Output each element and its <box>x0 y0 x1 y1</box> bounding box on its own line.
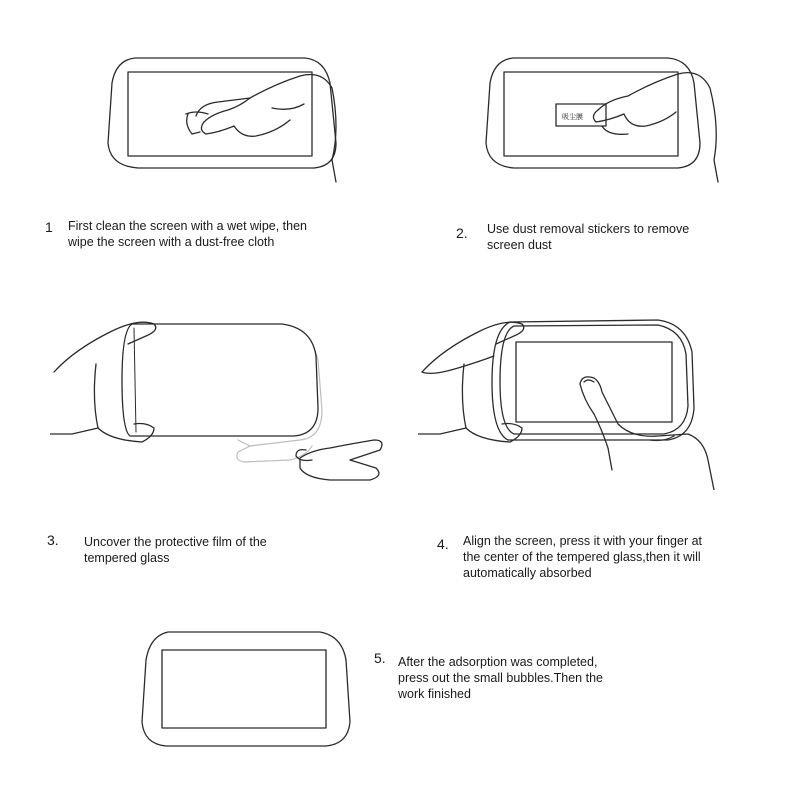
step-1-number: 1 <box>45 219 53 235</box>
sticker-label: 吸尘膜 <box>562 113 583 121</box>
step-4-text <box>463 533 702 581</box>
tempered-glass <box>122 324 318 436</box>
device-screen <box>162 650 326 728</box>
step-5-line-3: work finished <box>398 687 471 701</box>
step-2-line-1: Use dust removal stickers to remove <box>487 222 690 236</box>
step-3-line-2: tempered glass <box>84 551 170 565</box>
step-5-number: 5. <box>374 650 386 666</box>
step-2-text <box>487 221 689 253</box>
step-5-illustration <box>134 628 358 752</box>
step-1-line-2: wipe the screen with a dust-free cloth <box>68 235 275 249</box>
step-3-illustration <box>50 300 390 490</box>
device-outline <box>108 58 336 168</box>
step-3-text <box>84 534 267 566</box>
step-5-line-2: press out the small bubbles.Then the <box>398 671 603 685</box>
step-4-line-1: Align the screen, press it with your finger at <box>463 534 703 548</box>
step-1-text <box>68 218 307 250</box>
step-2-illustration <box>478 48 738 188</box>
step-4-line-2: the center of the tempered glass,then it will <box>463 550 701 564</box>
step-2-number: 2. <box>456 225 468 241</box>
step-5-line-1: After the adsorption was completed, <box>398 655 598 669</box>
step-3-number: 3. <box>47 532 59 548</box>
step-1-line-1: First clean the screen with a wet wipe, then <box>68 219 308 233</box>
step-4-number: 4. <box>437 536 449 552</box>
step-5-text <box>398 654 603 702</box>
device-screen <box>128 72 312 156</box>
step-4-line-3: automatically absorbed <box>463 566 592 580</box>
step-3-line-1: Uncover the protective film of the <box>84 535 267 549</box>
step-4-illustration <box>418 300 758 490</box>
step-2-line-2: screen dust <box>487 238 552 252</box>
step-1-illustration <box>100 48 360 188</box>
